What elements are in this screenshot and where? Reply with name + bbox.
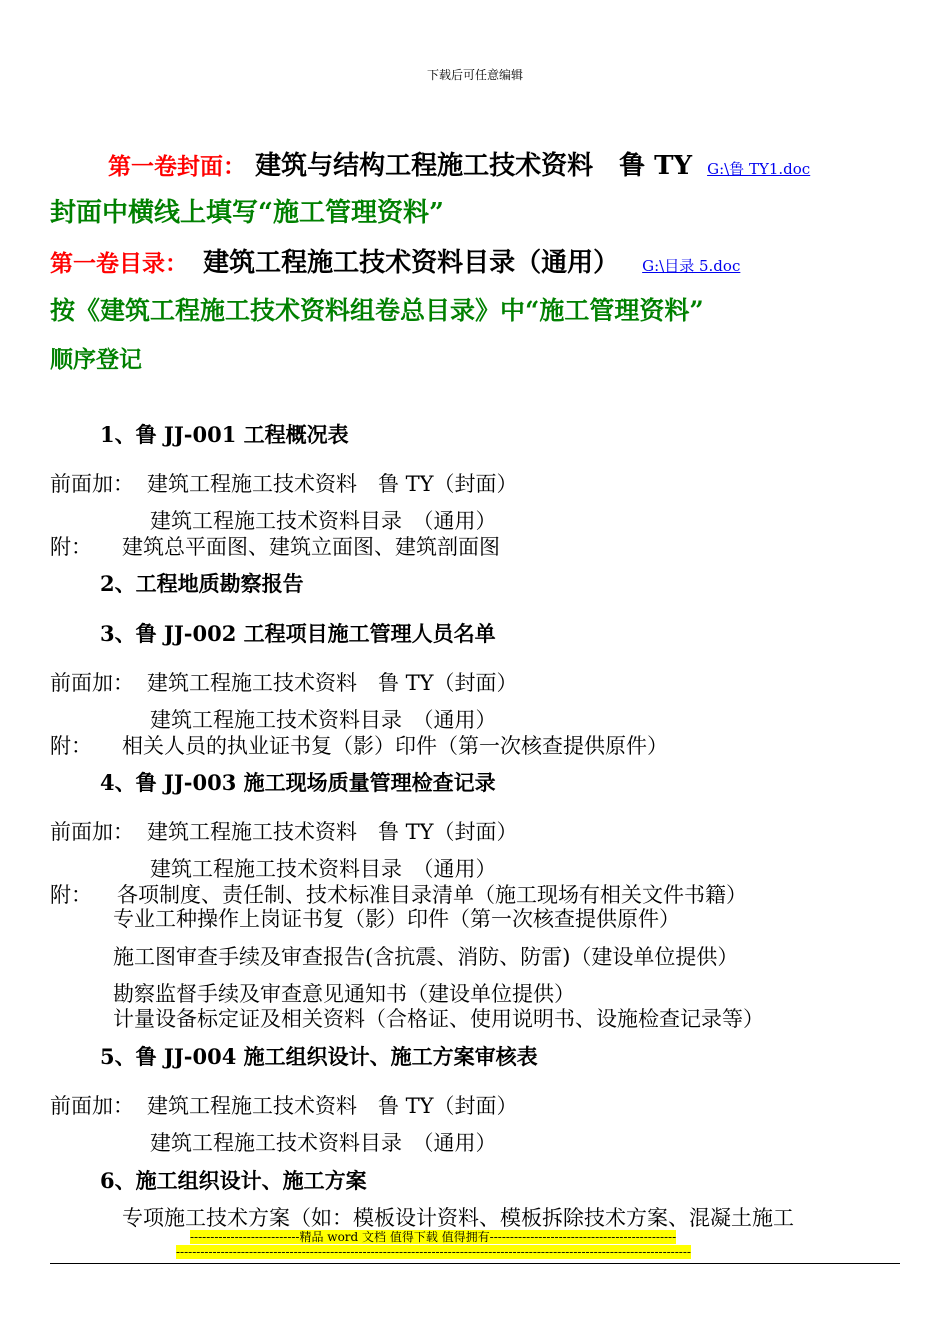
vol1-toc-line [50, 242, 740, 279]
section-4-title: 4、鲁 JJ-003 施工现场质量管理检查记录 [100, 770, 496, 795]
section-4-attach-item-1: 各项制度、责任制、技术标准目录清单（施工现场有相关文件书籍） [117, 883, 747, 907]
vol1-toc-title: 建筑工程施工技术资料目录（通用） [203, 248, 620, 278]
section-4-prefix-line2: 建筑工程施工技术资料目录 （通用） [150, 857, 497, 881]
section-4-prefix-label: 前面加： [50, 820, 134, 844]
section-2-title: 2、工程地质勘察报告 [100, 571, 304, 596]
toc-note-line2: 顺序登记 [50, 346, 142, 373]
header-note: 下载后可任意编辑 [426, 68, 523, 82]
cover-note: 封面中横线上填写“施工管理资料” [50, 198, 444, 228]
section-1-title: 1、鲁 JJ-001 工程概况表 [100, 422, 349, 447]
section-1-prefix-line2: 建筑工程施工技术资料目录 （通用） [150, 509, 497, 533]
section-6-body: 专项施工技术方案（如：模板设计资料、模板拆除技术方案、混凝土施工 [122, 1206, 794, 1230]
footer-banner-line1: ---------------------------精品 word 文档 值得下载 值得拥有---------------------------------------------- [190, 1230, 677, 1244]
vol1-cover-link[interactable]: G:\鲁 TY1.doc [707, 160, 811, 178]
vol1-cover-label: 第一卷封面： [108, 153, 246, 180]
section-1-prefix-label: 前面加： [50, 472, 134, 496]
section-5-prefix-line2: 建筑工程施工技术资料目录 （通用） [150, 1131, 497, 1155]
section-4-attach-item-5: 计量设备标定证及相关资料（合格证、使用说明书、设施检查记录等） [113, 1007, 764, 1031]
section-4-attach-item-2: 专业工种操作上岗证书复（影）印件（第一次核查提供原件） [113, 907, 680, 931]
vol1-cover-title: 建筑与结构工程施工技术资料 鲁 TY [255, 151, 693, 181]
footer-divider [50, 1263, 900, 1264]
section-3-prefix-line1: 建筑工程施工技术资料 鲁 TY（封面） [147, 671, 518, 695]
section-4-attach-item-3: 施工图审查手续及审查报告(含抗震、消防、防雷)（建设单位提供） [113, 945, 739, 969]
toc-note-line1: 按《建筑工程施工技术资料组卷总目录》中“施工管理资料” [50, 296, 704, 325]
section-3-prefix-label: 前面加： [50, 671, 134, 695]
section-4-attach-label: 附： [50, 883, 92, 907]
vol1-toc-link[interactable]: G:\目录 5.doc [642, 257, 741, 275]
section-1-prefix-line1: 建筑工程施工技术资料 鲁 TY（封面） [147, 472, 518, 496]
section-1-attach-label: 附： [50, 535, 92, 559]
footer-banner-line2: ------------------------------------------------------------------------------------------------------------------------------- [176, 1245, 691, 1259]
section-3-attach-label: 附： [50, 734, 92, 758]
section-5-title: 5、鲁 JJ-004 施工组织设计、施工方案审核表 [100, 1044, 538, 1069]
section-5-prefix-label: 前面加： [50, 1094, 134, 1118]
section-3-attach-item: 相关人员的执业证书复（影）印件（第一次核查提供原件） [122, 734, 668, 758]
vol1-toc-label: 第一卷目录： [50, 250, 188, 277]
section-4-prefix-line1: 建筑工程施工技术资料 鲁 TY（封面） [147, 820, 518, 844]
section-3-prefix-line2: 建筑工程施工技术资料目录 （通用） [150, 708, 497, 732]
vol1-cover-line [108, 145, 810, 182]
section-4-attach-item-4: 勘察监督手续及审查意见通知书（建设单位提供） [113, 982, 575, 1006]
section-5-prefix-line1: 建筑工程施工技术资料 鲁 TY（封面） [147, 1094, 518, 1118]
section-6-title: 6、施工组织设计、施工方案 [100, 1168, 367, 1193]
section-3-title: 3、鲁 JJ-002 工程项目施工管理人员名单 [100, 621, 496, 646]
section-1-attach-item: 建筑总平面图、建筑立面图、建筑剖面图 [122, 535, 500, 559]
